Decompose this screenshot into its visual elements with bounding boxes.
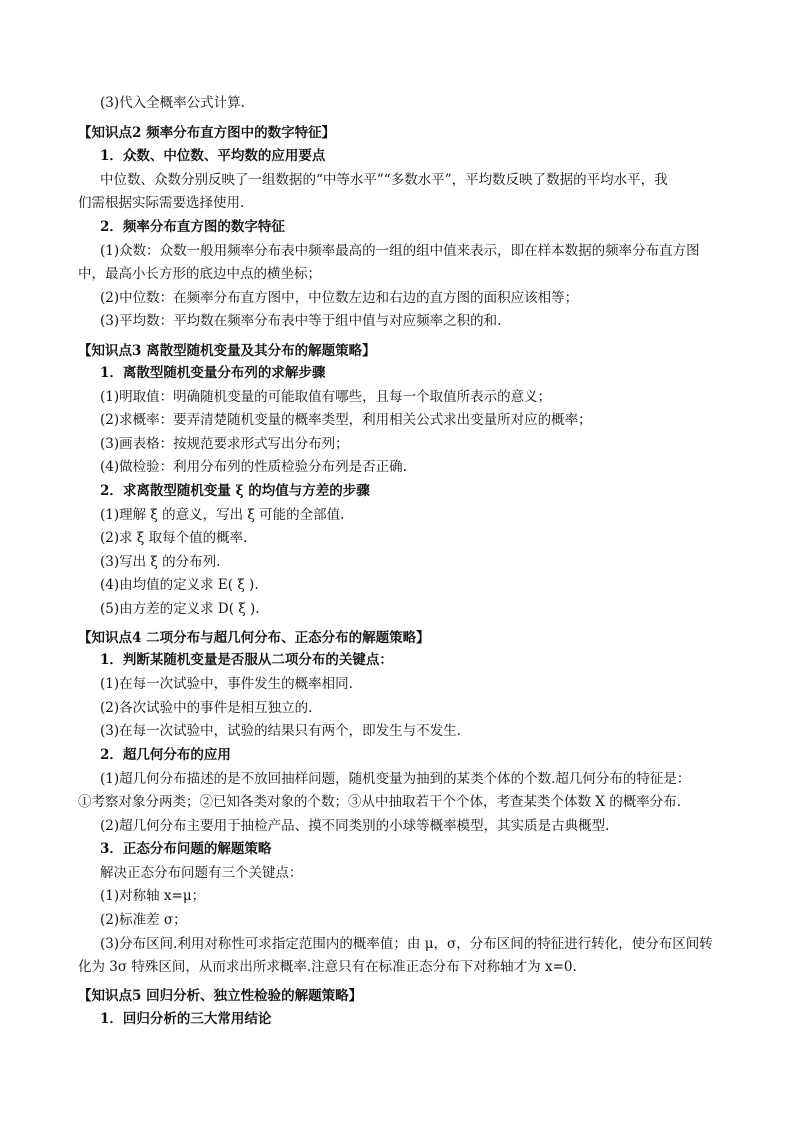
subheading: 1．离散型随机变量分布列的求解步骤	[100, 365, 326, 381]
subheading: 1．众数、中位数、平均数的应用要点	[100, 148, 326, 164]
text-line: (4)由均值的定义求 E( ξ ).	[100, 577, 259, 593]
text-line: (2)求概率：要弄清楚随机变量的概率类型，利用相关公式求出变量所对应的概率；	[100, 412, 592, 428]
subheading: 2．频率分布直方图的数字特征	[100, 219, 285, 235]
text-line: (3)平均数：平均数在频率分布表中等于组中值与对应频率之积的和.	[100, 313, 502, 329]
text-line: (2)求 ξ 取每个值的概率.	[100, 530, 248, 546]
subheading: 1．回归分析的三大常用结论	[100, 1011, 272, 1027]
text-line: (3)代入全概率公式计算.	[100, 95, 245, 111]
text-line: (3)画表格：按规范要求形式写出分布列；	[100, 436, 349, 452]
section-heading-4: 【知识点4 二项分布与超几何分布、正态分布的解题策略】	[78, 630, 430, 646]
text-line: (4)做检验：利用分布列的性质检验分布列是否正确.	[100, 459, 407, 475]
text-line: (3)写出 ξ 的分布列.	[100, 554, 221, 570]
text-line: (1)明取值：明确随机变量的可能取值有哪些，且每一个取值所表示的意义；	[100, 389, 552, 405]
text-line: (1)对称轴 x=μ；	[100, 888, 206, 904]
text-line: 解决正态分布问题有三个关键点：	[100, 865, 303, 881]
section-heading-2: 【知识点2 频率分布直方图中的数字特征】	[78, 125, 336, 141]
text-line: (2)中位数：在频率分布直方图中，中位数左边和右边的直方图的面积应该相等；	[100, 290, 579, 306]
subheading: 2．超几何分布的应用	[100, 747, 231, 763]
subheading: 2．求离散型随机变量 ξ 的均值与方差的步骤	[100, 483, 370, 499]
text-line: 中位数、众数分别反映了一组数据的“中等水平”“多数水平”，平均数反映了数据的平均水平，我	[100, 172, 668, 188]
subheading: 3．正态分布问题的解题策略	[100, 841, 272, 857]
text-line: (1)众数：众数一般用频率分布表中频率最高的一组的组中值来表示，即在样本数据的频率分布直方图	[100, 243, 700, 259]
text-line: 们需根据实际需要选择使用.	[78, 195, 245, 211]
section-heading-3: 【知识点3 离散型随机变量及其分布的解题策略】	[78, 343, 376, 359]
text-line: (1)在每一次试验中，事件发生的概率相同.	[100, 676, 353, 692]
text-line: 中，最高小长方形的底边中点的横坐标；	[78, 266, 321, 282]
text-line: (2)各次试验中的事件是相互独立的.	[100, 700, 313, 716]
text-line: (1)超几何分布描述的是不放回抽样问题，随机变量为抽到的某类个体的个数.超几何分布的特征是：	[100, 771, 691, 787]
text-line: (3)分布区间.利用对称性可求指定范围内的概率值；由 μ，σ，分布区间的特征进行转化，使分布区间转	[100, 936, 713, 952]
text-line: 化为 3σ 特殊区间，从而求出所求概率.注意只有在标准正态分布下对称轴才为 x=0.	[78, 959, 577, 975]
text-line: (3)在每一次试验中，试验的结果只有两个，即发生与不发生.	[100, 723, 461, 739]
text-line: (2)超几何分布主要用于抽检产品、摸不同类别的小球等概率模型，其实质是古典概型.	[100, 818, 610, 834]
text-line: ①考察对象分两类；②已知各类对象的个数；③从中抽取若干个个体，考查某类个体数 X 的概率分布.	[78, 794, 681, 810]
text-line: (2)标准差 σ；	[100, 912, 187, 928]
subheading: 1．判断某随机变量是否服从二项分布的关键点：	[100, 652, 393, 668]
section-heading-5: 【知识点5 回归分析、独立性检验的解题策略】	[78, 988, 363, 1004]
text-line: (5)由方差的定义求 D( ξ ).	[100, 601, 260, 617]
text-line: (1)理解 ξ 的意义，写出 ξ 可能的全部值.	[100, 507, 345, 523]
